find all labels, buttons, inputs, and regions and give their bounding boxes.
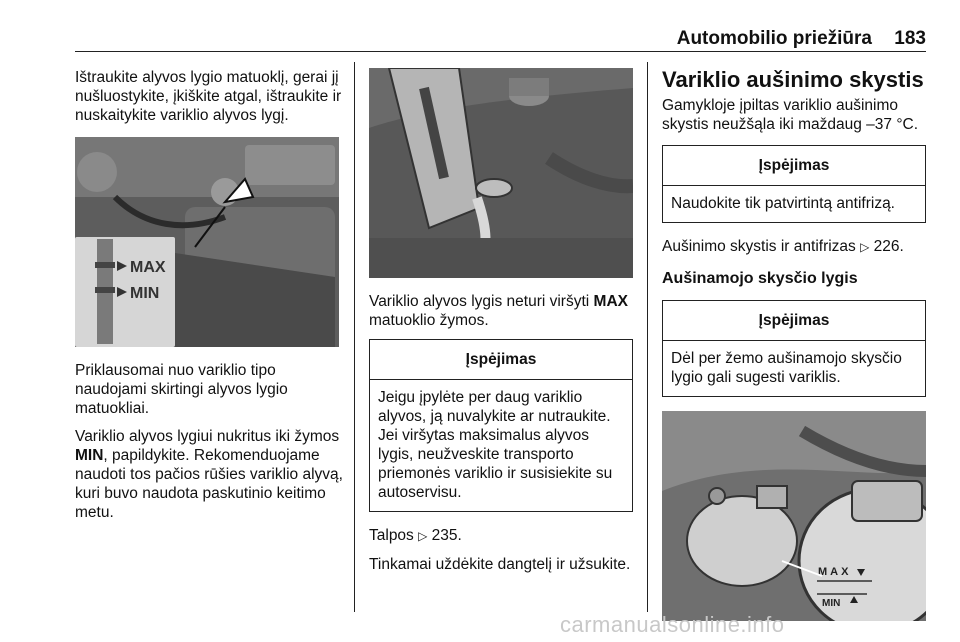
oil-fill-figure	[369, 68, 633, 278]
warning-box-antifreeze	[662, 145, 926, 223]
warning-box	[369, 339, 633, 512]
dipstick-illustration	[75, 137, 339, 347]
header-rule	[75, 51, 926, 52]
dipstick-types-paragraph: Priklausomai nuo variklio tipo naudojami skirtingi alyvos lygio matuokliai.	[75, 362, 288, 417]
warning-title: Įspėjimas	[663, 301, 925, 341]
watermark: carmanualsonline.info	[560, 612, 785, 637]
warning-body: Naudokite tik patvirtintą antifrizą.	[671, 195, 895, 212]
column-3	[662, 68, 926, 621]
column-1	[75, 68, 343, 531]
min-mark: MIN	[75, 447, 104, 464]
column-divider-1	[354, 62, 355, 612]
coolant-illustration	[662, 411, 926, 621]
coolant-min-label: MIN	[822, 598, 841, 609]
warning-box-coolant-level	[662, 300, 926, 397]
warning-body: Dėl per žemo aušinamojo skysčio lygio gali sugesti variklis.	[671, 350, 902, 386]
max-mark: MAX	[593, 293, 628, 310]
oil-fill-illustration	[369, 68, 633, 278]
coolant-intro: Gamykloje įpiltas variklio aušinimo skystis neužšąla iki maždaug –37 °C.	[662, 97, 919, 133]
dipstick-figure	[75, 137, 339, 347]
intro-paragraph: Ištraukite alyvos lygio matuoklį, gerai jį nušluostykite, įkiškite atgal, ištraukite ir nuskaitykite variklio alyvos lygį.	[75, 69, 342, 124]
page-number: 183	[894, 28, 926, 49]
min-level-paragraph: Variklio alyvos lygiui nukritus iki žymos MIN, papildykite. Rekomenduojame naudoti tos pačios rūšies variklio alyvą, kuri buvo naudota paskutinio keitimo metu.	[75, 428, 343, 521]
cap-paragraph: Tinkamai uždėkite dangtelį ir užsukite.	[369, 556, 631, 573]
reference-arrow-icon: ▷	[418, 529, 428, 543]
column-divider-2	[647, 62, 648, 612]
subsection-heading: Aušinamojo skysčio lygis	[662, 270, 858, 287]
coolant-max-label: MAX	[818, 566, 852, 578]
column-2	[369, 68, 633, 583]
header-title: Automobilio priežiūra	[676, 28, 872, 49]
coolant-figure	[662, 411, 926, 621]
warning-body: Jeigu įpylėte per daug variklio alyvos, ją nuvalykite ar nutraukite. Jei viršytas maksimalus alyvos lygis, neužveskite transporto priemonės variklio ir susisiekite su autoservisu.	[378, 389, 613, 501]
reference-arrow-icon: ▷	[860, 240, 870, 254]
dipstick-min-label: MIN	[130, 285, 160, 302]
antifreeze-reference: Aušinimo skystis ir antifrizas ▷ 226.	[662, 238, 904, 255]
warning-title: Įspėjimas	[370, 340, 632, 380]
dipstick-max-label: MAX	[130, 259, 166, 276]
max-level-paragraph: Variklio alyvos lygis neturi viršyti MAX matuoklio žymos.	[369, 293, 628, 329]
section-heading: Variklio aušinimo skystis	[662, 67, 924, 92]
capacity-reference: Talpos ▷ 235.	[369, 527, 462, 544]
warning-title: Įspėjimas	[663, 146, 925, 186]
